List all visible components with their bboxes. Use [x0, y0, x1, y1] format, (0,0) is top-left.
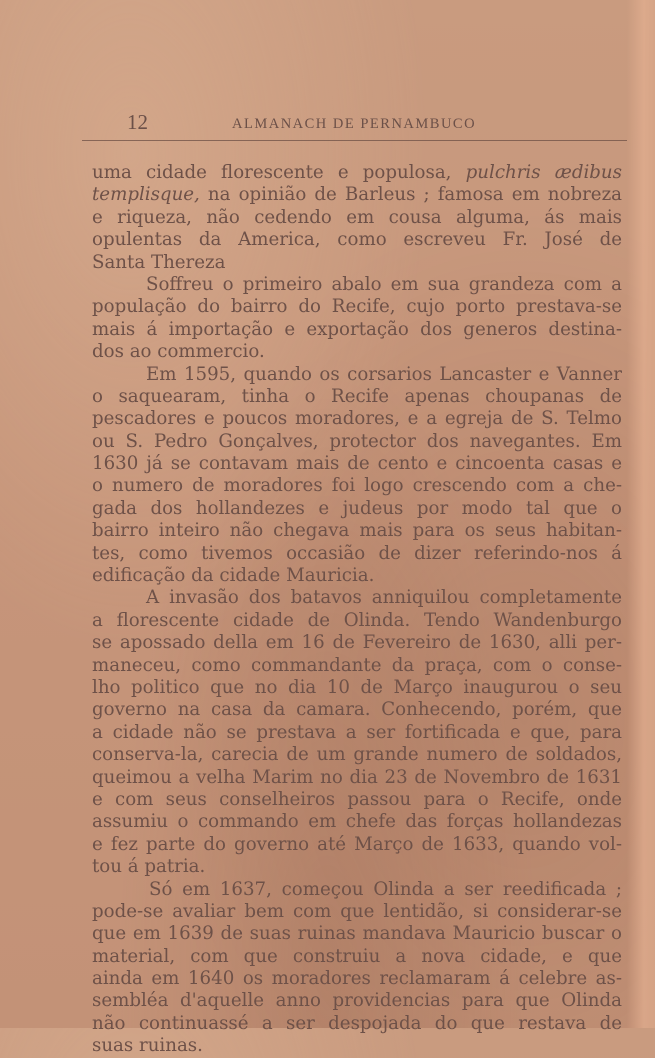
page-edge	[627, 0, 655, 1028]
text-line: o numero de moradores foi logo crescendo com a che-	[92, 475, 622, 497]
text-line: pode-se avaliar bem com que lentidão, si considerar-se	[92, 900, 622, 922]
text-line: lho politico que no dia 10 de Março inaugurou o seu	[92, 676, 622, 698]
paragraph-start: A invasão dos batavos anniquilou completamente	[146, 587, 622, 609]
text-line: material, com que construiu a nova cidade, e que	[92, 945, 622, 967]
text-line: templisque, na opinião de Barleus ; famosa em nobreza	[92, 184, 622, 206]
paragraph-start: Em 1595, quando os corsarios Lancaster e Vanner	[146, 363, 622, 385]
text-line: assumiu o commando em chefe das forças hollandezas	[92, 811, 622, 833]
text-line: que em 1639 de suas ruinas mandava Mauricio buscar o	[92, 923, 622, 945]
text-line: edificação da cidade Mauricia.	[92, 565, 375, 587]
text-line: tes, como tivemos occasião de dizer referindo-nos á	[92, 542, 622, 564]
page-number: 12	[127, 110, 148, 134]
text-line: pescadores e poucos moradores, e a egreja de S. Telmo	[92, 408, 622, 430]
text-line: queimou a velha Marim no dia 23 de Novembro de 1631	[92, 766, 622, 788]
text-line: sembléa d'aquelle anno providencias para que Olinda	[92, 990, 622, 1012]
text-line: ainda em 1640 os moradores reclamaram á celebre as-	[92, 968, 622, 990]
text-line: tou á patria.	[92, 856, 206, 878]
text-line: população do bairro do Recife, cujo porto prestava-se	[92, 296, 622, 318]
header-rule	[82, 140, 627, 141]
text-line: bairro inteiro não chegava mais para os seus habitan-	[92, 520, 622, 542]
text-line: não continuassé a ser despojada do que restava de	[92, 1012, 622, 1034]
text-line: uma cidade florescente e populosa, pulchris ædibus	[92, 162, 622, 183]
text-line: a florescente cidade de Olinda. Tendo Wandenburgo	[92, 609, 622, 631]
paragraph-start: Só em 1637, começou Olinda a ser reedificada ;	[149, 878, 622, 900]
text-line: mais á importação e exportação dos generos destina-	[92, 318, 622, 340]
paragraph-start: Soffreu o primeiro abalo em sua grandeza com a	[146, 273, 622, 295]
text-line: e com seus conselheiros passou para o Recife, onde	[92, 788, 622, 810]
text-line: maneceu, como commandante da praça, com o conse-	[92, 654, 622, 676]
text-line: dos ao commercio.	[92, 341, 265, 363]
text-line: ou S. Pedro Gonçalves, protector dos navegantes. Em	[92, 430, 622, 452]
text-line: governo na casa da camara. Conhecendo, porém, que	[92, 699, 622, 721]
page-header	[0, 108, 655, 138]
text-line: e riqueza, não cedendo em cousa alguma, ás mais	[92, 206, 622, 228]
body-text	[92, 162, 622, 1058]
text-line: Santa Thereza	[92, 251, 226, 273]
text-line: conserva-la, carecia de um grande numero de soldados,	[92, 744, 622, 766]
text-line: se apossado della em 16 de Fevereiro de 1630, alli per-	[92, 632, 622, 654]
text-line: 1630 já se contavam mais de cento e cincoenta casas e	[92, 453, 622, 475]
text-line: suas ruinas.	[92, 1035, 203, 1057]
running-title: ALMANACH DE PERNAMBUCO	[232, 116, 477, 132]
text-line: o saquearam, tinha o Recife apenas choupanas de	[92, 385, 622, 407]
text-line: opulentas da America, como escreveu Fr. José de	[92, 229, 622, 251]
text-line: a cidade não se prestava a ser fortificada e que, para	[92, 721, 622, 743]
text-line: e fez parte do governo até Março de 1633, quando vol-	[92, 833, 622, 855]
text-line: gada dos hollandezes e judeus por modo tal que o	[92, 497, 622, 519]
